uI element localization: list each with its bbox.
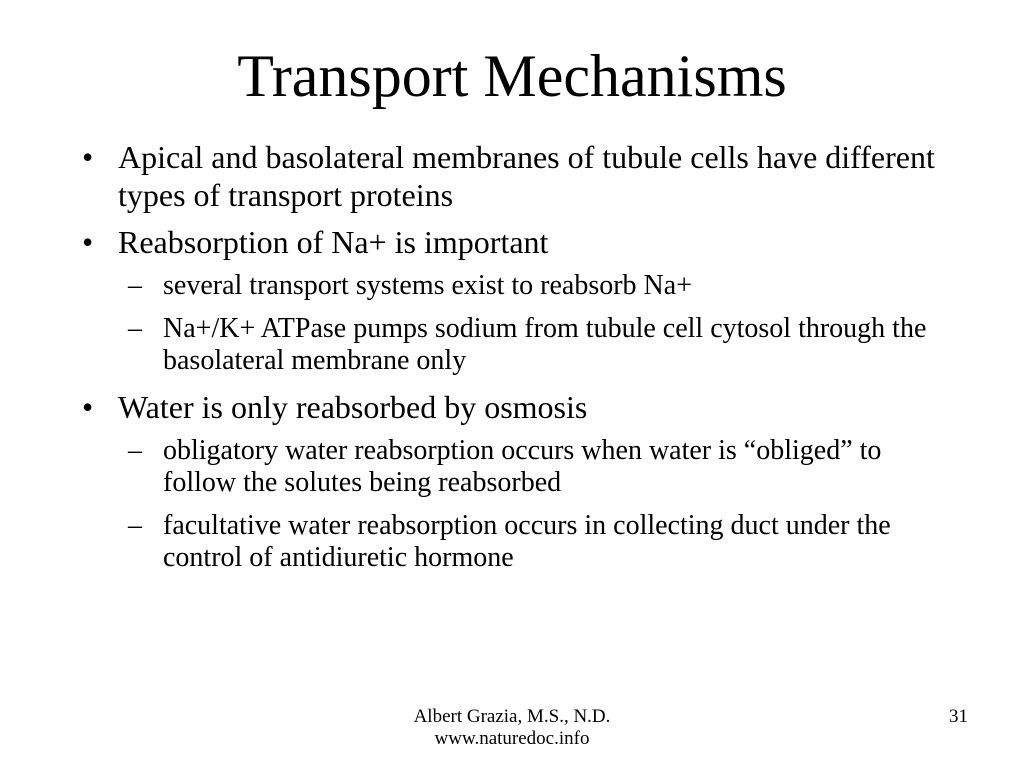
sub-bullet-list <box>80 270 950 377</box>
bullet-item <box>80 138 950 214</box>
bullet-text: Apical and basolateral membranes of tubule cells have different types of transport proteins <box>118 139 935 213</box>
sub-bullet-text: several transport systems exist to reabsorb Na+ <box>163 270 692 301</box>
sub-bullet-marker: – <box>128 270 142 301</box>
bullet-marker: • <box>82 389 94 425</box>
footer-website: www.naturedoc.info <box>434 728 590 749</box>
sub-bullet-item <box>80 435 950 499</box>
sub-bullet-marker: – <box>128 510 142 541</box>
footer-author: Albert Grazia, M.S., N.D. <box>413 706 611 727</box>
sub-bullet-item <box>80 270 950 302</box>
sub-bullet-marker: – <box>128 435 142 466</box>
bullet-marker: • <box>82 224 94 260</box>
bullet-text: Water is only reabsorbed by osmosis <box>118 389 588 425</box>
slide-title: Transport Mechanisms <box>237 43 787 109</box>
bullet-text: Reabsorption of Na+ is important <box>118 224 549 260</box>
sub-bullet-text: obligatory water reabsorption occurs when water is “obliged” to follow the solutes being reabsorbed <box>163 435 882 498</box>
sub-bullet-list <box>80 435 950 574</box>
sub-bullet-marker: – <box>128 313 142 344</box>
sub-bullet-text: facultative water reabsorption occurs in collecting duct under the control of antidiuretic hormone <box>163 510 891 573</box>
sub-bullet-item <box>80 313 950 377</box>
slide-number: 31 <box>949 706 968 727</box>
bullet-marker: • <box>82 139 94 175</box>
sub-bullet-item <box>80 510 950 574</box>
footer-credit <box>362 706 662 750</box>
bullet-item <box>80 388 950 426</box>
bullet-item <box>80 223 950 261</box>
sub-bullet-text: Na+/K+ ATPase pumps sodium from tubule cell cytosol through the basolateral membrane only <box>163 313 927 376</box>
slide-body <box>80 138 950 585</box>
